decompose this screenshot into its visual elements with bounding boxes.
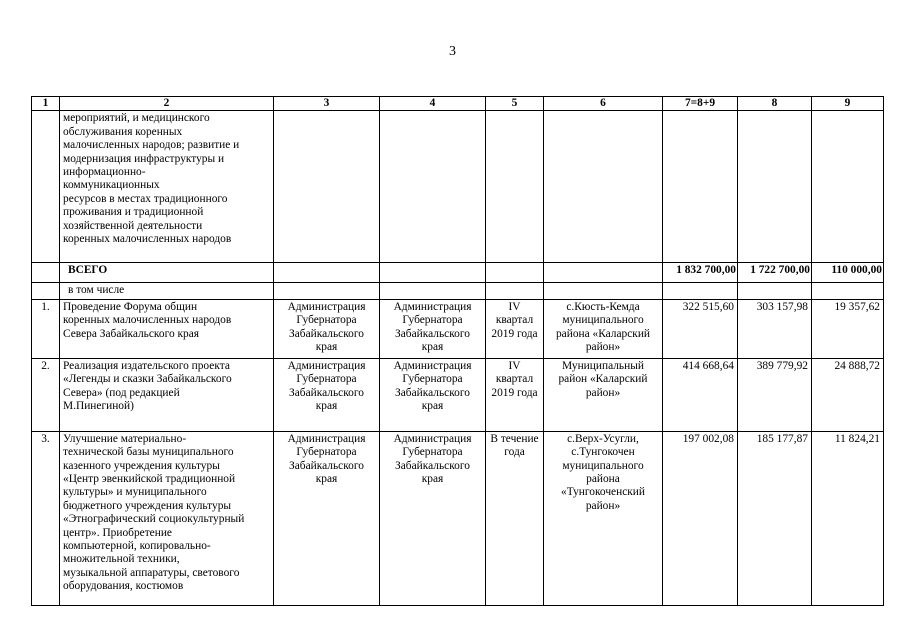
event-name: Проведение Форума общин коренных малочисленных народов Севера Забайкальского края [60,299,274,358]
amount-col8: 303 157,98 [738,299,812,358]
total-col7: 1 832 700,00 [663,263,738,283]
term: IV квартал 2019 года [486,358,544,431]
amount-col7: 322 515,60 [663,299,738,358]
amount-col7: 414 668,64 [663,358,738,431]
including-label: в том числе [60,283,274,299]
amount-col9: 11 824,21 [812,431,884,605]
responsible-org: Администрация Губернатора Забайкальского края [274,431,380,605]
continuation-text: мероприятий, и медицинского обслуживания коренных малочисленных народов; развитие и модернизация инфраструктуры и информационно- коммуникационных ресурсов в местах традиционного проживания и традиционной хозяйственной деятельности коренных малочисленных народов [60,111,274,263]
row-number: 2. [32,358,60,431]
responsible-org: Администрация Губернатора Забайкальского края [274,358,380,431]
total-row [32,263,884,283]
budget-table [31,96,884,606]
column-header-8: 8 [738,97,812,111]
page-number: 3 [449,44,456,59]
column-header-4: 4 [380,97,486,111]
column-header-5: 5 [486,97,544,111]
table-row [32,358,884,431]
place: с.Кюсть-Кемда муниципального района «Каларский район» [544,299,663,358]
table-row [32,431,884,605]
column-header-2: 2 [60,97,274,111]
executor-org: Администрация Губернатора Забайкальского края [380,299,486,358]
row-number: 1. [32,299,60,358]
event-name: Улучшение материально- технической базы муниципального казенного учреждения культуры «Центр эвенкийской традиционной культуры» и муниципального бюджетного учреждения культуры «Этнографический социокультурный центр». Приобретение компьютерной, копировально- множительной техники, музыкальной аппаратуры, светового оборудования, костюмов [60,431,274,605]
event-name: Реализация издательского проекта «Легенды и сказки Забайкальского Севера» (под редакцией М.Пинегиной) [60,358,274,431]
table-header-row [32,97,884,111]
column-header-7: 7=8+9 [663,97,738,111]
total-col8: 1 722 700,00 [738,263,812,283]
table-row [32,299,884,358]
place: Муниципальный район «Каларский район» [544,358,663,431]
executor-org: Администрация Губернатора Забайкальского края [380,358,486,431]
executor-org: Администрация Губернатора Забайкальского края [380,431,486,605]
term: IV квартал 2019 года [486,299,544,358]
responsible-org: Администрация Губернатора Забайкальского края [274,299,380,358]
column-header-3: 3 [274,97,380,111]
term: В течение года [486,431,544,605]
including-row [32,283,884,299]
row-number: 3. [32,431,60,605]
amount-col7: 197 002,08 [663,431,738,605]
amount-col9: 19 357,62 [812,299,884,358]
place: с.Верх-Усугли, с.Тунгокочен муниципального района «Тунгокоченский район» [544,431,663,605]
column-header-6: 6 [544,97,663,111]
amount-col8: 389 779,92 [738,358,812,431]
amount-col8: 185 177,87 [738,431,812,605]
column-header-1: 1 [32,97,60,111]
column-header-9: 9 [812,97,884,111]
total-col9: 110 000,00 [812,263,884,283]
amount-col9: 24 888,72 [812,358,884,431]
total-label: ВСЕГО [60,263,274,283]
continuation-row [32,111,884,263]
